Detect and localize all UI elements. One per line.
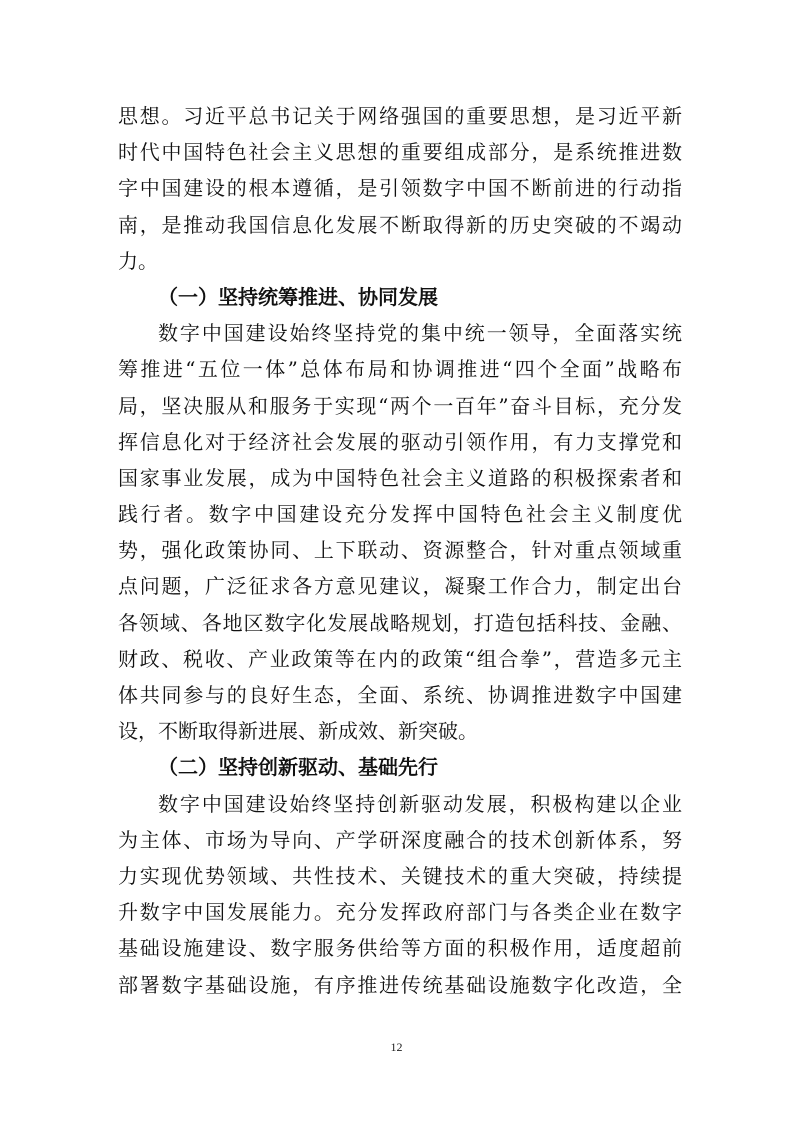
text-line: 为主体、市场为导向、产学研深度融合的技术创新体系，努 — [118, 827, 682, 852]
text-line: 局，坚决服从和服务于实现“两个一百年”奋斗目标，充分发 — [118, 393, 682, 418]
text-line: 时代中国特色社会主义思想的重要组成部分，是系统推进数 — [118, 140, 682, 165]
text-line: 部署数字基础设施，有序推进传统基础设施数字化改造，全 — [118, 972, 682, 997]
text-line: 基础设施建设、数字服务供给等方面的积极作用，适度超前 — [118, 936, 682, 961]
text-line: 财政、税收、产业政策等在内的政策“组合拳”，营造多元主 — [118, 646, 682, 671]
page-number: 12 — [390, 1040, 403, 1054]
text-line: 国家事业发展，成为中国特色社会主义道路的积极探索者和 — [118, 465, 682, 490]
text-line: 思想。习近平总书记关于网络强国的重要思想，是习近平新 — [118, 104, 682, 128]
section-heading-2: （二）坚持创新驱动、基础先行 — [158, 755, 438, 780]
text-line: 数字中国建设始终坚持党的集中统一领导，全面落实统 — [158, 321, 682, 346]
body-text — [118, 98, 682, 1003]
text-line: 南，是推动我国信息化发展不断取得新的历史突破的不竭动 — [118, 212, 682, 237]
text-line: 挥信息化对于经济社会发展的驱动引领作用，有力支撑党和 — [118, 429, 682, 454]
text-line: 点问题，广泛征求各方意见建议，凝聚工作合力，制定出台 — [118, 574, 682, 599]
text-line: 筹推进“五位一体”总体布局和协调推进“四个全面”战略布 — [118, 357, 682, 382]
text-line: 升数字中国发展能力。充分发挥政府部门与各类企业在数字 — [118, 900, 682, 925]
text-line: 设，不断取得新进展、新成效、新突破。 — [118, 719, 478, 744]
text-line: 数字中国建设始终坚持创新驱动发展，积极构建以企业 — [158, 791, 682, 816]
text-line: 力实现优势领域、共性技术、关键技术的重大突破，持续提 — [118, 863, 682, 888]
text-line: 体共同参与的良好生态，全面、系统、协调推进数字中国建 — [118, 683, 682, 707]
text-line: 字中国建设的根本遵循，是引领数字中国不断前进的行动指 — [118, 176, 682, 201]
text-line: 践行者。数字中国建设充分发挥中国特色社会主义制度优 — [118, 502, 682, 527]
text-line: 力。 — [118, 248, 158, 273]
section-heading-1: （一）坚持统筹推进、协同发展 — [158, 284, 438, 309]
text-line: 势，强化政策协同、上下联动、资源整合，针对重点领域重 — [118, 538, 682, 563]
text-line: 各领域、各地区数字化发展战略规划，打造包括科技、金融、 — [118, 610, 682, 635]
